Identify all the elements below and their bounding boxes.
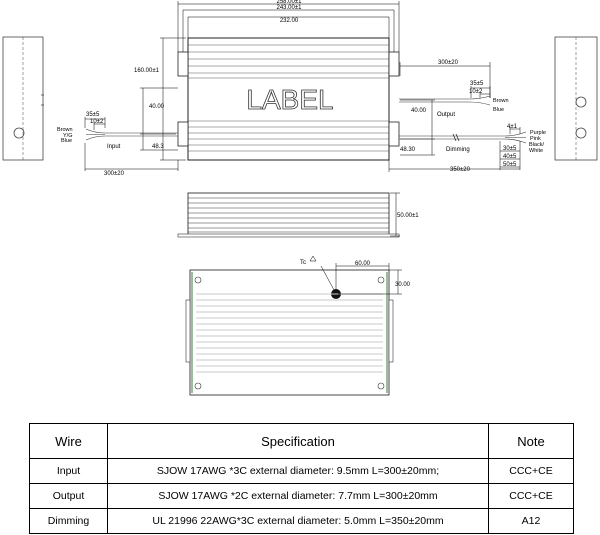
cell-spec: SJOW 17AWG *2C external diameter: 7.7mm L=300±20mm [108,484,489,509]
wire-color-pink: Pink [530,136,541,142]
dim-wire-300-right: 300±20 [438,60,458,66]
dim-strip-40: 40±5 [503,154,517,160]
header-note: Note [489,424,574,459]
cell-wire: Dimming [30,509,108,534]
wire-color-blue-out: Blue [493,107,505,113]
wire-color-black: Black/ [529,142,544,148]
header-wire: Wire [30,424,108,459]
dim-strip-35-right: 35±5 [470,81,484,87]
cell-spec: UL 21996 22AWG*3C external diameter: 5.0mm L=350±20mm [108,509,489,534]
left-end-view [3,37,44,160]
dimming-wire-label: Dimming [446,147,470,153]
output-wire-label: Output [437,112,456,118]
wire-color-yg-in: Y/G [63,133,73,139]
table-header-row [30,424,574,459]
dim-height-160: 160.00±1 [134,68,159,74]
dim-48-3: 48.3 [152,144,164,150]
cell-note: CCC+CE [489,459,574,484]
dim-strip-35-left: 35±5 [86,112,100,118]
cell-note: A12 [489,509,574,534]
cell-wire: Output [30,484,108,509]
wire-color-purple: Purple [530,130,546,136]
dim-wire-350: 350±20 [450,167,470,173]
dim-body-length: 232.00 [279,18,299,24]
cell-wire: Input [30,459,108,484]
dim-mount-length: 243.00±1 [276,5,302,11]
wire-color-blue-in: Blue [61,138,73,144]
table-row [30,484,574,509]
input-wire-label: Input [107,144,121,150]
label-text: LABEL [246,84,334,115]
dim-40-right: 40.00 [411,108,427,114]
header-spec: Specification [108,424,489,459]
table-row [30,509,574,534]
bottom-view [186,270,393,395]
dim-strip-10-right: 10±2 [469,89,483,95]
dim-strip-50: 50±5 [503,162,517,168]
wire-color-brown-in: Brown [57,127,73,133]
dim-strip-4: 4±1 [507,124,517,130]
dim-side-height: 50.00±1 [397,213,419,219]
dim-40-left: 40.00 [149,104,165,110]
dim-tc-30: 30.00 [395,282,411,288]
dim-wire-300-left: 300±20 [104,171,124,177]
dim-overall-length: 258.00±1 [276,0,302,5]
cell-spec: SJOW 17AWG *3C external diameter: 9.5mm L=300±20mm; [108,459,489,484]
dim-strip-30: 30±5 [503,146,517,152]
dim-tc-60: 60.00 [355,261,371,267]
wire-color-white: White [529,148,544,154]
cell-note: CCC+CE [489,484,574,509]
warning-icon [310,256,316,261]
dim-strip-10-left: 10±2 [90,119,104,125]
right-end-view [555,37,597,160]
tc-label: Tc [300,260,306,266]
wire-spec-table [29,423,574,534]
wire-color-brown-out: Brown [493,98,509,104]
side-view [178,193,399,237]
table-row [30,459,574,484]
dim-48-30: 48.30 [400,147,416,153]
